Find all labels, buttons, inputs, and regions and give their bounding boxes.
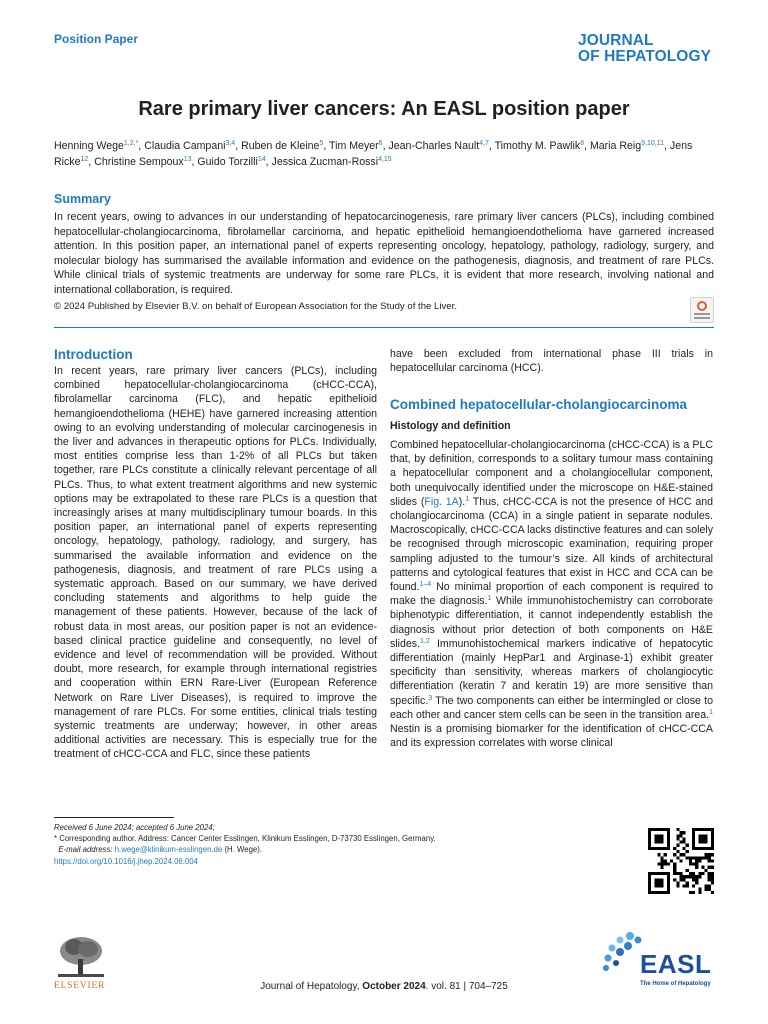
author-affiliation[interactable]: 12 bbox=[80, 156, 89, 163]
introduction-heading: Introduction bbox=[54, 347, 133, 362]
author-name: Maria Reig bbox=[589, 140, 642, 152]
author-affiliation[interactable]: 5 bbox=[319, 140, 324, 147]
author-name: Ruben de Kleine bbox=[241, 140, 320, 152]
author-affiliation[interactable]: 14 bbox=[257, 156, 266, 163]
section-divider bbox=[54, 327, 714, 328]
author-name: Jens Ricke bbox=[54, 140, 693, 168]
introduction-text: In recent years, rare primary liver cancers (PLCs), including combined hepatocellular-cholangiocarcinoma (cHCC-CCA), fibrolamellar carcinoma (FLC), and hepatic epithelioid hemangioendothelioma (HEHE) have garnered increasing attention owing to an evolving understanding of molecular carcinogenesis in the liver and advances in therapeutic options for PLCs. Individually, most entities comprise less than 1-2% of all PLCs but taken together, rare PLCs constitute a clinically relevant percentage of all PLCs. Thus, to what extent treatment algorithms and new systemic options may be extrapolated to these rare PLCs is a question that increasingly arises at many multidisciplinary tumour boards. In this position paper, an international panel of experts representing oncology, hepatology, pathology, radiology, and surgery, has summarised the available information and evidence on the pathogenesis, diagnosis, and treatment of rare PLCs using a systematic approach. Based on our summary, we have derived concluding statements and algorithms to help guide the management of these patients. However, because of the lack of robust data in most areas, our position paper is not an evidence-based clinical practice guideline and consequently, no level of evidence and level of recommendation will be provided. Without doubt, more research, for example through international registries and cooperation within ERN Rare-Liver (European Reference Network on Rare Liver Diseases), is required to improve the management of rare PLCs. For some entities, clinical trials testing systemic treatments are underway; however, in other areas additional activities are necessary. This is especially true for the treatment of cHCC-CCA and FLC, since these patients bbox=[54, 365, 377, 761]
summary-heading: Summary bbox=[54, 192, 111, 206]
author-name: Timothy M. Pawlik bbox=[494, 140, 581, 152]
citation-link[interactable]: 1,2 bbox=[420, 637, 430, 645]
author-name: Henning Wege bbox=[54, 140, 124, 152]
author-list: Henning Wege$^{1,2,*}$, Claudia Campani$^{3,4}$, Ruben de Kleine$^5$, Tim Meyer$^6$, Jean-Charles Nault$^{4,7}$, Timothy M. Pawlik$^8$, Maria Reig$^{9,10,11}$, Jens Ricke$^{12}$, Christine Sempoux$^{13}$, Guido Torzilli$^{14}$, Jessica Zucman-Rossi$^{4,15}$ bbox=[54, 140, 693, 168]
author-affiliation[interactable]: 3,4 bbox=[225, 140, 236, 147]
author-affiliation[interactable]: 4,7 bbox=[479, 140, 489, 147]
footnotes: Received 6 June 2024; accepted 6 June 2024; * Corresponding author. Address: Cancer Center Esslingen, Klinikum Esslingen, D-73730 Esslingen, Germany. E-mail address: h.wege@klinikum-esslingen.de (H. Wege). https://doi.org/10.1016/j.jhep.2024.06.004 bbox=[54, 823, 436, 866]
doi-link[interactable]: https://doi.org/10.1016/j.jhep.2024.06.004 bbox=[54, 856, 198, 866]
paper-title: Rare primary liver cancers: An EASL position paper bbox=[138, 98, 630, 120]
section-label: Position Paper bbox=[54, 32, 139, 46]
author-name: Claudia Campani bbox=[144, 140, 226, 152]
author-affiliation[interactable]: 1,2,* bbox=[123, 140, 139, 147]
author-name: Jean-Charles Nault bbox=[388, 140, 480, 152]
author-affiliation[interactable]: 9,10,11 bbox=[641, 140, 665, 147]
qr-code bbox=[648, 828, 714, 894]
elsevier-tree-logo bbox=[54, 935, 108, 979]
email-link[interactable]: h.wege@klinikum-esslingen.de bbox=[114, 845, 223, 855]
author-name: Tim Meyer bbox=[329, 140, 379, 152]
citation-link[interactable]: 1 bbox=[709, 708, 713, 716]
easl-wordmark: EASL bbox=[640, 949, 712, 979]
author-affiliation[interactable]: 4,15 bbox=[378, 156, 392, 163]
citation-link[interactable]: 3 bbox=[428, 694, 433, 702]
chcc-text: Combined hepatocellular-cholangiocarcinoma (cHCC-CCA) is a PLC that, by definition, corresponds to a solitary tumour mass containing a hepatocellular component and a cholangiocellular component, both unequivocally identified under the microscope on H&E-stained slides (Fig. 1A).$^1$ Thus, cHCC-CCA is not the presence of HCC and cholangiocarcinoma (CCA) in a single patient in separate nodules. Macroscopically, cHCC-CCA lacks distinctive features and can solely be recognised through microscopic examination, requiring proper sampling adjusted to the tumour’s size. All kinds of architectural patterns and cytological features that exist in HCC and CCA can be found.$^{1-4}$ No minimal proportion of each component is required to make the diagnosis.$^1$ While immunohistochemistry can corroborate biphenotypic differentiation, it cannot independently establish the diagnosis without prior detection of both components on H&E slides.$^{1,2}$ Immunohistochemical markers indicative of hepatocytic differentiation (mainly HepPar1 and Arginase-1) exhibit greater specificity than sensitivity, whereas markers of cholangiocytic differentiation (keratin 7 and keratin 19) are more sensitive than specific.$^3$ The two components can either be intermingled or close to each other and cancer stem cells can be seen in the transition area.$^1$ Nestin is a promising biomarker for the identification of cHCC-CCA and its expression correlates with worse clinical bbox=[390, 439, 714, 750]
author-name: Guido Torzilli bbox=[197, 156, 258, 168]
introduction-continued: have been excluded from international phase III trials in hepatocellular carcinoma (HCC). bbox=[390, 348, 713, 375]
easl-tagline: The Home of Hepatology bbox=[640, 981, 711, 987]
citation-link[interactable]: 1 bbox=[487, 595, 492, 603]
citation-link[interactable]: 1–4 bbox=[419, 581, 432, 589]
footnote-rule bbox=[54, 817, 174, 818]
summary-text: In recent years, owing to advances in our understanding of hepatocarcinogenesis, rare primary liver cancers (PLCs), including combined hepatocellular-cholangiocarcinoma, fibrolamellar carcinoma, and hepatic epithelioid hemangioendothelioma have garnered increased attention. In this position paper, an international panel of experts representing oncology, hepatology, pathology, radiology, surgery, and molecular biology has summarised the available information and evidence on the pathogenesis, diagnosis, and treatment of rare PLCs. While clinical trials of systemic treatments are underway for some rare PLCs, it is evident that more research, involving national and international collaboration, is required. bbox=[54, 211, 714, 296]
author-name: Jessica Zucman-Rossi bbox=[271, 156, 379, 168]
author-name: Christine Sempoux bbox=[94, 156, 184, 168]
author-affiliation[interactable]: 13 bbox=[183, 156, 192, 163]
elsevier-wordmark: ELSEVIER bbox=[54, 981, 106, 991]
author-affiliation[interactable]: 6 bbox=[378, 140, 383, 147]
journal-logo-line2: OF HEPATOLOGY bbox=[578, 48, 712, 65]
copyright-notice: © 2024 Published by Elsevier B.V. on behalf of European Association for the Study of the Liver. bbox=[54, 301, 457, 312]
received-dates: Received 6 June 2024; accepted 6 June 2024; bbox=[54, 823, 215, 832]
journal-logo bbox=[578, 33, 711, 65]
journal-citation: Journal of Hepatology, October 2024. vol. 81 | 704–725 bbox=[260, 981, 508, 992]
crossmark-icon[interactable] bbox=[690, 297, 714, 323]
histology-subheading: Histology and definition bbox=[390, 420, 511, 432]
chcc-heading: Combined hepatocellular-cholangiocarcinoma bbox=[390, 397, 688, 412]
author-affiliation[interactable]: 8 bbox=[580, 140, 585, 147]
citation-link[interactable]: 1 bbox=[465, 495, 470, 503]
corresponding-author: Corresponding author. Address: Cancer Center Esslingen, Klinikum Esslingen, D-73730 Esslingen, Germany. bbox=[57, 834, 436, 844]
journal-logo-line1: JOURNAL bbox=[578, 32, 654, 49]
figure-link[interactable]: Fig. 1A bbox=[424, 495, 459, 508]
